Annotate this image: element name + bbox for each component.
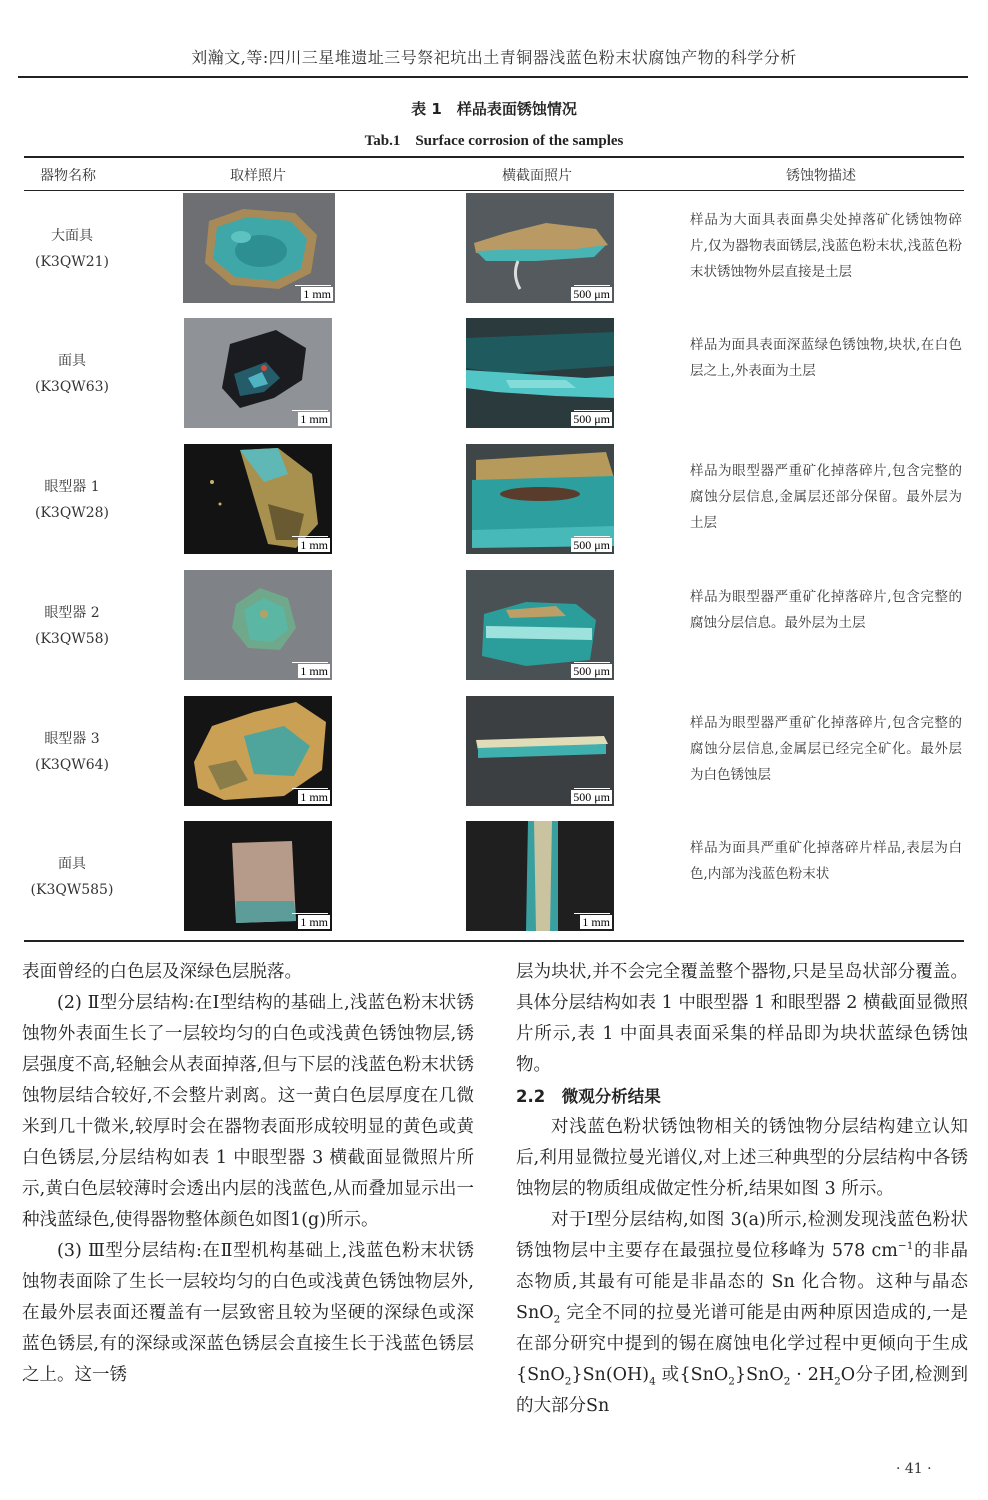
item-name: 眼型器 3 <box>44 731 100 747</box>
item-name: 眼型器 1 <box>44 479 100 495</box>
header-item-name: 器物名称 <box>40 168 96 184</box>
scale-label: 1 mm <box>303 287 331 301</box>
section-photo <box>466 318 614 428</box>
item-code: (K3QW58) <box>35 631 109 647</box>
section-photo <box>466 696 614 806</box>
item-name-cell <box>24 696 120 808</box>
section-heading: 2.2 微观分析结果 <box>516 1087 661 1106</box>
section-photo <box>466 444 614 554</box>
paragraph: 表面曾经的白色层及深绿色层脱落。 <box>22 962 302 982</box>
corrosion-description: 样品为大面具表面鼻尖处掉落矿化锈蚀物碎片,仅为器物表面锈层,浅蓝色粉末状,浅蓝色粉末状锈蚀物外层直接是土层 <box>690 212 962 280</box>
table-title-cn: 表 1 样品表面锈蚀情况 <box>411 100 577 118</box>
sample-photo <box>184 444 332 554</box>
scale-label: 500 μm <box>573 664 610 678</box>
scale-label: 1 mm <box>300 664 328 678</box>
sample-photo <box>184 696 332 806</box>
section-photo <box>466 570 614 680</box>
scale-label: 1 mm <box>582 915 610 929</box>
page-number: · 41 · <box>896 1461 932 1477</box>
table-row <box>24 570 964 682</box>
item-name-cell <box>24 821 120 933</box>
sample-photo <box>184 821 332 931</box>
table-top-rule <box>24 156 964 158</box>
header-sample-photo: 取样照片 <box>230 168 286 184</box>
scale-label: 1 mm <box>300 412 328 426</box>
table-row <box>24 318 964 430</box>
corrosion-description: 样品为眼型器严重矿化掉落碎片,包含完整的腐蚀分层信息。最外层为土层 <box>690 589 962 631</box>
item-code: (K3QW28) <box>35 505 109 521</box>
item-name: 眼型器 2 <box>44 605 100 621</box>
scale-label: 500 μm <box>573 287 610 301</box>
item-name: 大面具 <box>51 228 93 244</box>
section-photo <box>466 821 614 931</box>
scale-label: 500 μm <box>573 790 610 804</box>
scale-label: 1 mm <box>300 790 328 804</box>
corrosion-description: 样品为眼型器严重矿化掉落碎片,包含完整的腐蚀分层信息,金属层已经完全矿化。最外层为白色锈蚀层 <box>690 715 962 783</box>
item-code: (K3QW21) <box>35 254 109 270</box>
paragraph: 层为块状,并不会完全覆盖整个器物,只是呈岛状部分覆盖。具体分层结构如表 1 中眼型器 1 和眼型器 2 横截面显微照片所示,表 1 中面具表面采集的样品即为块状蓝绿色锈蚀物。 <box>516 962 968 1075</box>
item-name-cell <box>24 193 120 305</box>
corrosion-description: 样品为面具严重矿化掉落碎片样品,表层为白色,内部为浅蓝色粉末状 <box>690 840 962 882</box>
table-row <box>24 193 964 305</box>
item-code: (K3QW64) <box>35 757 109 773</box>
table-row <box>24 444 964 556</box>
header-rule <box>18 76 968 78</box>
paragraph: 对于Ⅰ型分层结构,如图 3(a)所示,检测发现浅蓝色粉状锈蚀物层中主要存在最强拉曼位移峰为 578 $cm^{-1}$的非晶态物质,其最有可能是非晶态的 Sn 化合物。这种与晶态 SnO$_2$ 完全不同的拉曼光谱可能是由两种原因造成的,一是在部分研究中提到的锡在腐蚀电化学过程中更倾向于生成$\{SnO_2\}Sn(OH)_4$ 或$\{SnO_2\}SnO_2 \cdot 2H_2O$分子团,检测到的大部分Sn <box>516 1210 969 1416</box>
body-right-column <box>516 957 968 1422</box>
scale-label: 500 μm <box>573 538 610 552</box>
sample-photo <box>183 193 335 303</box>
table-bottom-rule <box>24 940 964 942</box>
scale-label: 500 μm <box>573 412 610 426</box>
item-name-cell <box>24 444 120 556</box>
table-title-en: Tab.1 Surface corrosion of the samples <box>364 133 624 149</box>
paragraph: (3) Ⅲ型分层结构:在Ⅱ型机构基础上,浅蓝色粉末状锈蚀物表面除了生长一层较均匀的白色或浅黄色锈蚀物层外,在最外层表面还覆盖有一层致密且较为坚硬的深绿色或深蓝色锈层,有的深绿或深蓝色锈层会直接生长于浅蓝色锈层之上。这一锈 <box>22 1241 474 1385</box>
paragraph: 对浅蓝色粉状锈蚀物相关的锈蚀物分层结构建立认知后,利用显微拉曼光谱仪,对上述三种典型的分层结构中各锈蚀物层的物质组成做定性分析,结果如图 3 所示。 <box>516 1117 968 1199</box>
paragraph: (2) Ⅱ型分层结构:在Ⅰ型结构的基础上,浅蓝色粉末状锈蚀物外表面生长了一层较均匀的白色或浅黄色锈蚀物层,锈层强度不高,轻触会从表面掉落,但与下层的浅蓝色粉末状锈蚀物层结合较好,不会整片剥离。这一黄白色层厚度在几微米到几十微米,较厚时会在器物表面形成较明显的黄色或黄白色锈层,分层结构如表 1 中眼型器 3 横截面显微照片所示,黄白色层较薄时会透出内层的浅蓝色,从而叠加显示出一种浅蓝绿色,使得器物整体颜色如图1(g)所示。 <box>22 993 474 1230</box>
item-name-cell <box>24 570 120 682</box>
table-row <box>24 696 964 808</box>
section-photo <box>466 193 614 303</box>
item-name-cell <box>24 318 120 430</box>
scale-label: 1 mm <box>300 915 328 929</box>
scale-label: 1 mm <box>300 538 328 552</box>
item-code: (K3QW585) <box>30 882 114 898</box>
table-header-rule <box>24 190 964 191</box>
item-name: 面具 <box>58 353 86 369</box>
sample-photo <box>184 570 332 680</box>
item-name: 面具 <box>58 856 86 872</box>
table-row <box>24 821 964 933</box>
corrosion-description: 样品为眼型器严重矿化掉落碎片,包含完整的腐蚀分层信息,金属层还部分保留。最外层为土层 <box>690 463 962 531</box>
sample-photo <box>184 318 332 428</box>
header-description: 锈蚀物描述 <box>786 168 856 184</box>
header-section-photo: 横截面照片 <box>502 168 572 184</box>
corrosion-description: 样品为面具表面深蓝绿色锈蚀物,块状,在白色层之上,外表面为土层 <box>690 337 962 379</box>
running-head: 刘瀚文,等:四川三星堆遗址三号祭祀坑出土青铜器浅蓝色粉末状腐蚀产物的科学分析 <box>191 48 797 67</box>
item-code: (K3QW63) <box>35 379 109 395</box>
body-left-column <box>22 957 474 1391</box>
